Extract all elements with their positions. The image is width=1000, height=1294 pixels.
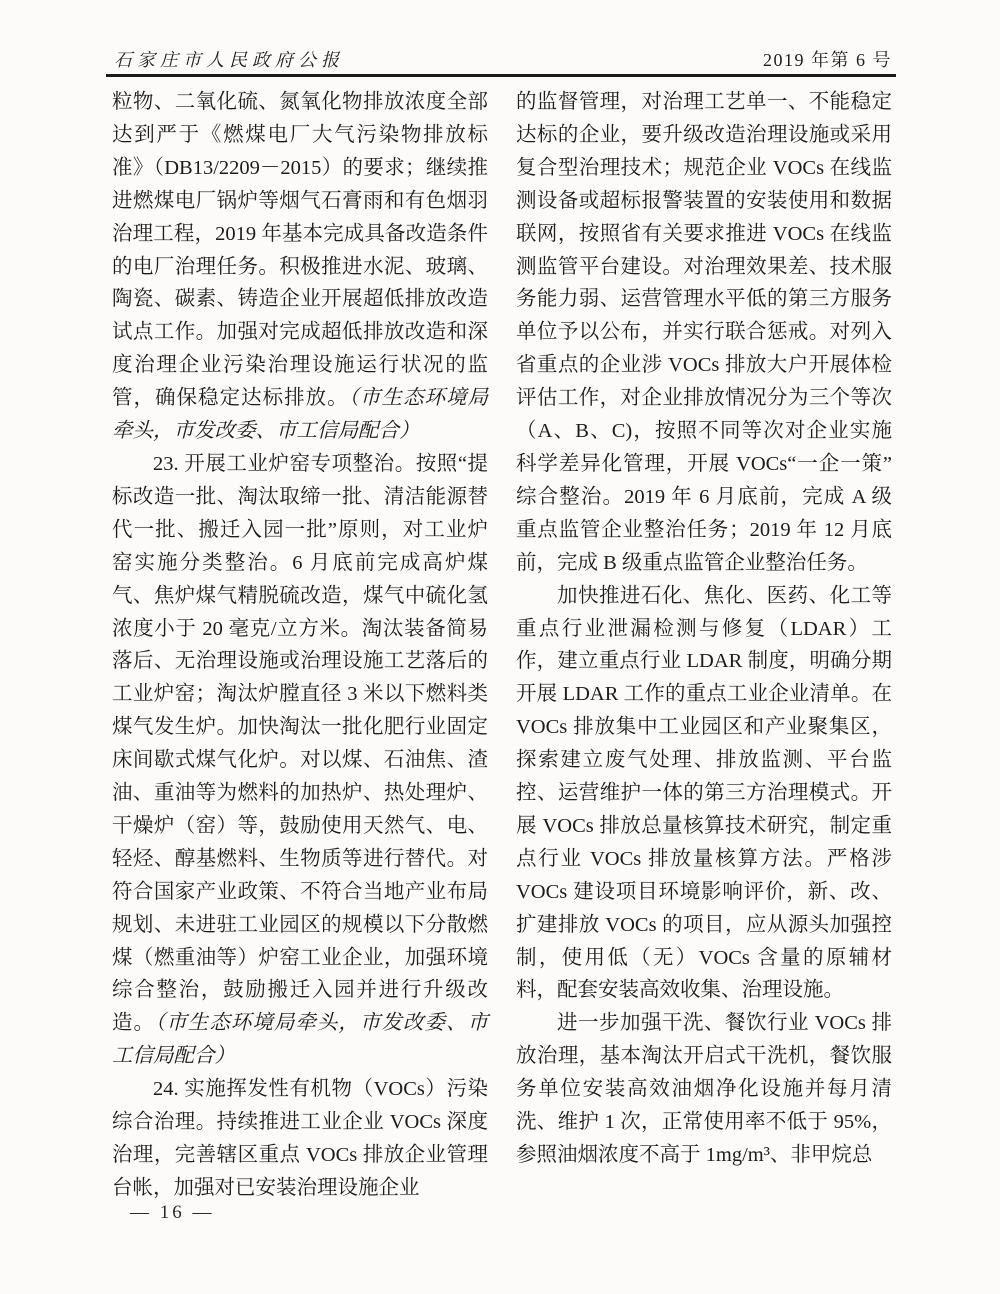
page-header bbox=[114, 46, 892, 72]
paragraph-text: 粒物、二氧化硫、氮氧化物排放浓度全部达到严于《燃煤电厂大气污染物排放标准》（DB13/2209－2015）的要求；继续推进燃煤电厂锅炉等烟气石膏雨和有色烟羽治理工程，2019 年基本完成具备改造条件的电厂治理任务。积极推进水泥、玻璃、陶瓷、碳素、铸造企业开展超低排放改造试点工作。加强对完成超低排放改造和深度治理企业污染治理设施运行状况的监管，确保稳定达标排放。 bbox=[112, 91, 488, 410]
paragraph-item-23 bbox=[112, 448, 488, 1073]
paragraph-text: 进一步加强干洗、餐饮行业 VOCs 排放治理，基本淘汰开启式干洗机，餐饮服务单位安装高效油烟净化设施并每月清洗、维护 1 次，正常使用率不低于 95%，参照油烟浓度不高于 1mg/m³、非甲烷总 bbox=[516, 1012, 892, 1166]
paragraph-item-24-continued bbox=[516, 86, 892, 580]
responsibility-attribution: （市生态环境局牵头，市发改委、市工信局配合） bbox=[112, 387, 489, 443]
header-rule bbox=[106, 74, 896, 77]
paragraph-text: 的监督管理，对治理工艺单一、不能稳定达标的企业，要升级改造治理设施或采用复合型治理技术；规范企业 VOCs 在线监测设备或超标报警装置的安装使用和数据联网，按照省有关要求推进 VOCs 在线监测监管平台建设。对治理效果差、技术服务能力弱、运营管理水平低的第三方服务单位予以公布，并实行联合惩戒。对列入省重点的企业涉 VOCs 排放大户开展体检评估工作，对企业排放情况分为三个等次（A、B、C)，按照不同等次对企业实施科学差异化管理，开展 VOCs“一企一策”综合整治。2019 年 6 月底前，完成 A 级重点监管企业整治任务；2019 年 12 月底前，完成 B 级重点监管企业整治任务。 bbox=[516, 91, 892, 574]
paragraph-text: 加快推进石化、焦化、医药、化工等重点行业泄漏检测与修复（LDAR）工作，建立重点行业 LDAR 制度，明确分期开展 LDAR 工作的重点工业企业清单。在 VOCs 排放集中工业园区和产业聚集区，探索建立废气处理、排放监测、平台监控、运营维护一体的第三方治理模式。开展 VOCs 排放总量核算技术研究，制定重点行业 VOCs 排放量核算方法。严格涉 VOCs 建设项目环境影响评价，新、改、扩建排放 VOCs 的项目，应从源头加强控制，使用低（无）VOCs 含量的原辅材料，配套安装高效收集、治理设施。 bbox=[516, 584, 892, 1002]
paragraph-text: 24. 实施挥发性有机物（VOCs）污染综合治理。持续推进工业企业 VOCs 深度治理，完善辖区重点 VOCs 排放企业管理台帐，加强对已安装治理设施企业 bbox=[112, 1078, 488, 1199]
paragraph-dry-cleaning bbox=[516, 1007, 892, 1172]
paragraph-text: 23. 开展工业炉窑专项整治。按照“提标改造一批、淘汰取缔一批、清洁能源替代一批、搬迁入园一批”原则，对工业炉窑实施分类整治。6 月底前完成高炉煤气、焦炉煤气精脱硫改造，煤气中硫化氢浓度小于 20 毫克/立方米。淘汰装备简易落后、无治理设施或治理设施工艺落后的工业炉窑；淘汰炉膛直径 3 米以下燃料类煤气发生炉。加快淘汰一批化肥行业固定床间歇式煤气化炉。对以煤、石油焦、渣油、重油等为燃料的加热炉、热处理炉、干燥炉（窑）等，鼓励使用天然气、电、轻烃、醇基燃料、生物质等进行替代。对符合国家产业政策、不符合当地产业布局规划、未进驻工业园区的规模以下分散燃煤（燃重油等）炉窑工业企业，加强环境综合整治，鼓励搬迁入园并进行升级改造。 bbox=[112, 452, 488, 1035]
right-column bbox=[516, 86, 892, 1205]
two-column-body bbox=[112, 86, 892, 1205]
left-column bbox=[112, 86, 488, 1205]
paragraph-ldar bbox=[516, 580, 892, 1008]
paragraph-item-24-start bbox=[112, 1073, 488, 1205]
issue-number: 2019 年第 6 号 bbox=[763, 50, 892, 70]
publication-title: 石家庄市人民政府公报 bbox=[114, 50, 344, 70]
paragraph-continuation bbox=[112, 86, 488, 448]
responsibility-attribution: （市生态环境局牵头，市发改委、市工信局配合） bbox=[112, 1012, 489, 1068]
page-number: — 16 — bbox=[130, 1202, 215, 1223]
